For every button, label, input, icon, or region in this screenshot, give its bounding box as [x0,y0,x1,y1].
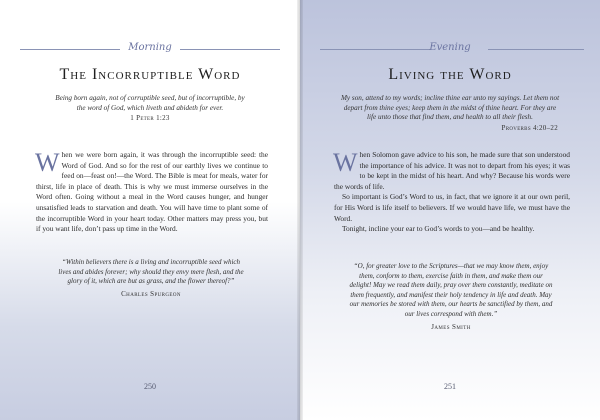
body-paragraph-text: hen we were born again, it was through the incorruptible seed: the Word of God. And so for the rest of our earthly lives we continue to feed on—feast on!—the Word. The Bible is meat for meals, water for thirst, life in place of death. This is why we must immerse ourselves in the Word often. Going without a meal in the Word causes hunger, and hunger unsatisfied leads to starvation and death. You will have time to plant some of the incorruptible Word in your heart today. Other matters may press you, but if you want life, don’t pass up time in the Word. [36,150,268,234]
closing-quote [56,258,246,299]
body-paragraph: Tonight, incline your ear to God’s words to you—and be healthy. [342,224,535,234]
epigraph-reference: 1 Peter 1:23 [130,114,170,123]
epigraph [340,94,560,133]
page-title: Living the Word [388,66,512,83]
section-label-row [0,42,300,56]
epigraph-text: My son, attend to my words; incline thine ear unto my sayings. Let them not depart from thine eyes; keep them in the midst of thine heart. For they are life unto those that find them, and health to all their flesh. [340,94,560,122]
epigraph [50,94,250,124]
section-label: Evening [429,42,471,53]
section-label-row [300,42,600,56]
page-title: The Incorruptible Word [59,66,241,83]
quote-text: “Within believers there is a living and incorruptible seed which lives and abides forever; why should they envy mere flesh, and the glory of it, which are but as grass, and the flower thereof?” [58,258,244,286]
body-text [36,150,268,235]
body-paragraph [334,150,570,192]
book-gutter [297,0,303,420]
right-page [300,0,600,420]
body-paragraph [36,150,268,235]
epigraph-reference: Proverbs 4:20–22 [501,123,558,132]
quote-author: Charles Spurgeon [121,289,181,298]
epigraph-text: Being born again, not of corruptible seed, but of incorruptible, by the word of God, which liveth and abideth for ever. [55,94,245,112]
drop-cap: W [35,148,60,177]
page-number: 250 [144,382,156,391]
body-paragraph: So important is God’s Word to us, in fact, that we ignore it at our own peril, for His Word is life itself to believers. If we would have life, we must have the Word. [334,192,570,223]
label-rule-right [180,49,280,50]
quote-text: “O, for greater love to the Scriptures—that we may know them, enjoy them, conform to them, exercise faith in them, and make them our delight! May we read them daily, pray over them constantly, meditate on them frequently, and manifest their holy tendency in life and death. May our memories be stored with them, our hearts be sanctified by them, and our lives correspond with them.” [349,262,553,318]
closing-quote [348,262,554,332]
body-text [334,150,570,235]
section-label: Morning [128,42,172,53]
body-paragraph-text: hen Solomon gave advice to his son, he made sure that son understood the importance of his advice. It was not to depart from his eyes; it was to be kept in the midst of his heart. And why? Because his words were the words of life. [334,150,570,191]
quote-author: James Smith [431,322,471,331]
drop-cap: W [333,148,358,177]
page-number: 251 [444,382,456,391]
label-rule-right [488,49,584,50]
